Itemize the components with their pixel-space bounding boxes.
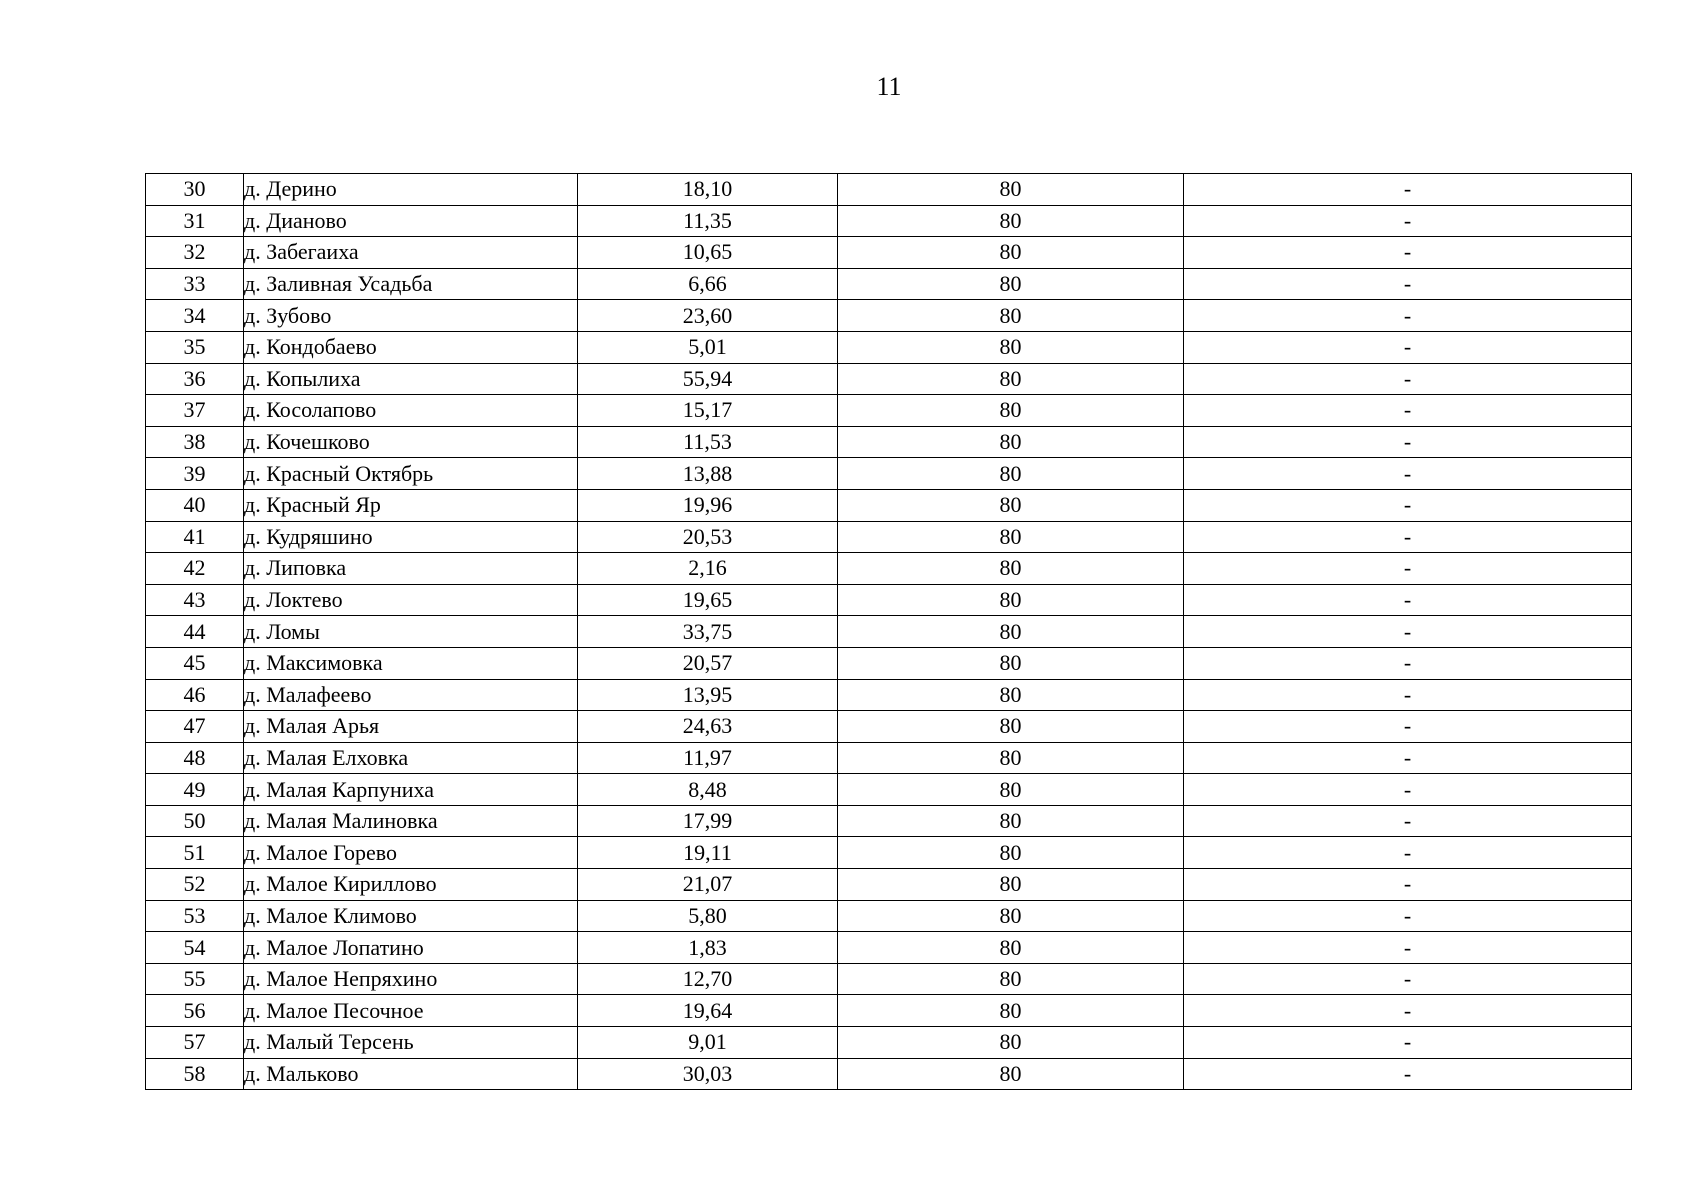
- row-number-cell: 34: [146, 300, 244, 332]
- settlement-name-cell: д. Малая Елховка: [244, 742, 578, 774]
- percent-value-cell: 80: [838, 363, 1184, 395]
- percent-value-cell: 80: [838, 995, 1184, 1027]
- percent-value-cell: 80: [838, 395, 1184, 427]
- table-row: [146, 426, 1632, 458]
- settlement-name-cell: д. Дианово: [244, 205, 578, 237]
- area-value-cell: 17,99: [578, 805, 838, 837]
- table-row: [146, 837, 1632, 869]
- note-cell: -: [1184, 205, 1632, 237]
- table-row: [146, 805, 1632, 837]
- table-row: [146, 458, 1632, 490]
- note-cell: -: [1184, 426, 1632, 458]
- settlement-name-cell: д. Косолапово: [244, 395, 578, 427]
- row-number-cell: 49: [146, 774, 244, 806]
- row-number-cell: 31: [146, 205, 244, 237]
- note-cell: -: [1184, 616, 1632, 648]
- percent-value-cell: 80: [838, 331, 1184, 363]
- percent-value-cell: 80: [838, 489, 1184, 521]
- note-cell: -: [1184, 932, 1632, 964]
- percent-value-cell: 80: [838, 616, 1184, 648]
- percent-value-cell: 80: [838, 869, 1184, 901]
- area-value-cell: 13,95: [578, 679, 838, 711]
- settlement-name-cell: д. Малое Горево: [244, 837, 578, 869]
- note-cell: -: [1184, 963, 1632, 995]
- note-cell: -: [1184, 869, 1632, 901]
- area-value-cell: 12,70: [578, 963, 838, 995]
- area-value-cell: 30,03: [578, 1058, 838, 1090]
- area-value-cell: 1,83: [578, 932, 838, 964]
- settlement-name-cell: д. Заливная Усадьба: [244, 268, 578, 300]
- row-number-cell: 51: [146, 837, 244, 869]
- row-number-cell: 45: [146, 647, 244, 679]
- settlement-name-cell: д. Липовка: [244, 553, 578, 585]
- row-number-cell: 50: [146, 805, 244, 837]
- percent-value-cell: 80: [838, 742, 1184, 774]
- settlement-name-cell: д. Малое Кириллово: [244, 869, 578, 901]
- table-row: [146, 774, 1632, 806]
- percent-value-cell: 80: [838, 1058, 1184, 1090]
- percent-value-cell: 80: [838, 679, 1184, 711]
- note-cell: -: [1184, 679, 1632, 711]
- percent-value-cell: 80: [838, 774, 1184, 806]
- settlement-name-cell: д. Малое Климово: [244, 900, 578, 932]
- row-number-cell: 48: [146, 742, 244, 774]
- area-value-cell: 9,01: [578, 1027, 838, 1059]
- row-number-cell: 32: [146, 237, 244, 269]
- percent-value-cell: 80: [838, 300, 1184, 332]
- row-number-cell: 33: [146, 268, 244, 300]
- table-row: [146, 900, 1632, 932]
- row-number-cell: 39: [146, 458, 244, 490]
- row-number-cell: 58: [146, 1058, 244, 1090]
- area-value-cell: 23,60: [578, 300, 838, 332]
- note-cell: -: [1184, 331, 1632, 363]
- area-value-cell: 18,10: [578, 174, 838, 206]
- note-cell: -: [1184, 237, 1632, 269]
- page-number: 11: [876, 72, 902, 101]
- row-number-cell: 30: [146, 174, 244, 206]
- note-cell: -: [1184, 900, 1632, 932]
- percent-value-cell: 80: [838, 805, 1184, 837]
- settlement-name-cell: д. Малафеево: [244, 679, 578, 711]
- area-value-cell: 5,01: [578, 331, 838, 363]
- area-value-cell: 15,17: [578, 395, 838, 427]
- settlement-name-cell: д. Зубово: [244, 300, 578, 332]
- settlement-name-cell: д. Малое Непряхино: [244, 963, 578, 995]
- area-value-cell: 6,66: [578, 268, 838, 300]
- table-row: [146, 268, 1632, 300]
- percent-value-cell: 80: [838, 458, 1184, 490]
- area-value-cell: 11,53: [578, 426, 838, 458]
- row-number-cell: 54: [146, 932, 244, 964]
- table-row: [146, 363, 1632, 395]
- note-cell: -: [1184, 995, 1632, 1027]
- settlement-name-cell: д. Локтево: [244, 584, 578, 616]
- percent-value-cell: 80: [838, 584, 1184, 616]
- row-number-cell: 40: [146, 489, 244, 521]
- table-row: [146, 331, 1632, 363]
- area-value-cell: 24,63: [578, 711, 838, 743]
- area-value-cell: 5,80: [578, 900, 838, 932]
- area-value-cell: 8,48: [578, 774, 838, 806]
- settlement-name-cell: д. Забегаиха: [244, 237, 578, 269]
- table-row: [146, 742, 1632, 774]
- row-number-cell: 37: [146, 395, 244, 427]
- row-number-cell: 46: [146, 679, 244, 711]
- settlement-name-cell: д. Малая Малиновка: [244, 805, 578, 837]
- note-cell: -: [1184, 268, 1632, 300]
- area-value-cell: 33,75: [578, 616, 838, 648]
- area-value-cell: 19,65: [578, 584, 838, 616]
- settlement-name-cell: д. Мальково: [244, 1058, 578, 1090]
- row-number-cell: 44: [146, 616, 244, 648]
- settlement-name-cell: д. Кондобаево: [244, 331, 578, 363]
- table-row: [146, 932, 1632, 964]
- note-cell: -: [1184, 805, 1632, 837]
- percent-value-cell: 80: [838, 647, 1184, 679]
- note-cell: -: [1184, 837, 1632, 869]
- settlement-name-cell: д. Красный Октябрь: [244, 458, 578, 490]
- settlement-name-cell: д. Малое Песочное: [244, 995, 578, 1027]
- row-number-cell: 57: [146, 1027, 244, 1059]
- note-cell: -: [1184, 300, 1632, 332]
- table-row: [146, 584, 1632, 616]
- note-cell: -: [1184, 553, 1632, 585]
- area-value-cell: 13,88: [578, 458, 838, 490]
- table-row: [146, 616, 1632, 648]
- table-row: [146, 647, 1632, 679]
- table-row: [146, 1058, 1632, 1090]
- percent-value-cell: 80: [838, 426, 1184, 458]
- note-cell: -: [1184, 742, 1632, 774]
- settlement-name-cell: д. Малая Арья: [244, 711, 578, 743]
- area-value-cell: 21,07: [578, 869, 838, 901]
- area-value-cell: 19,11: [578, 837, 838, 869]
- area-value-cell: 19,96: [578, 489, 838, 521]
- table-row: [146, 1027, 1632, 1059]
- percent-value-cell: 80: [838, 900, 1184, 932]
- row-number-cell: 55: [146, 963, 244, 995]
- settlement-name-cell: д. Кудряшино: [244, 521, 578, 553]
- table-row: [146, 205, 1632, 237]
- table-row: [146, 395, 1632, 427]
- area-value-cell: 11,97: [578, 742, 838, 774]
- row-number-cell: 35: [146, 331, 244, 363]
- table-row: [146, 489, 1632, 521]
- note-cell: -: [1184, 774, 1632, 806]
- note-cell: -: [1184, 489, 1632, 521]
- table-row: [146, 711, 1632, 743]
- table-row: [146, 300, 1632, 332]
- note-cell: -: [1184, 174, 1632, 206]
- percent-value-cell: 80: [838, 553, 1184, 585]
- percent-value-cell: 80: [838, 932, 1184, 964]
- settlement-name-cell: д. Ломы: [244, 616, 578, 648]
- row-number-cell: 43: [146, 584, 244, 616]
- row-number-cell: 53: [146, 900, 244, 932]
- settlement-name-cell: д. Максимовка: [244, 647, 578, 679]
- percent-value-cell: 80: [838, 711, 1184, 743]
- row-number-cell: 56: [146, 995, 244, 1027]
- area-value-cell: 19,64: [578, 995, 838, 1027]
- settlement-name-cell: д. Малое Лопатино: [244, 932, 578, 964]
- percent-value-cell: 80: [838, 837, 1184, 869]
- table-row: [146, 869, 1632, 901]
- note-cell: -: [1184, 1058, 1632, 1090]
- settlement-name-cell: д. Красный Яр: [244, 489, 578, 521]
- settlement-name-cell: д. Копылиха: [244, 363, 578, 395]
- note-cell: -: [1184, 521, 1632, 553]
- settlement-name-cell: д. Дерино: [244, 174, 578, 206]
- table-row: [146, 995, 1632, 1027]
- note-cell: -: [1184, 458, 1632, 490]
- table-row: [146, 553, 1632, 585]
- note-cell: -: [1184, 647, 1632, 679]
- row-number-cell: 41: [146, 521, 244, 553]
- row-number-cell: 52: [146, 869, 244, 901]
- percent-value-cell: 80: [838, 521, 1184, 553]
- row-number-cell: 38: [146, 426, 244, 458]
- area-value-cell: 10,65: [578, 237, 838, 269]
- table-row: [146, 963, 1632, 995]
- percent-value-cell: 80: [838, 1027, 1184, 1059]
- table-body: [146, 174, 1632, 1090]
- area-value-cell: 20,53: [578, 521, 838, 553]
- note-cell: -: [1184, 584, 1632, 616]
- table-row: [146, 237, 1632, 269]
- settlements-table: [145, 173, 1632, 1090]
- table-row: [146, 521, 1632, 553]
- note-cell: -: [1184, 1027, 1632, 1059]
- table-row: [146, 679, 1632, 711]
- table-row: [146, 174, 1632, 206]
- settlement-name-cell: д. Кочешково: [244, 426, 578, 458]
- row-number-cell: 42: [146, 553, 244, 585]
- settlement-name-cell: д. Малая Карпуниха: [244, 774, 578, 806]
- percent-value-cell: 80: [838, 205, 1184, 237]
- percent-value-cell: 80: [838, 268, 1184, 300]
- area-value-cell: 2,16: [578, 553, 838, 585]
- row-number-cell: 47: [146, 711, 244, 743]
- note-cell: -: [1184, 711, 1632, 743]
- note-cell: -: [1184, 363, 1632, 395]
- row-number-cell: 36: [146, 363, 244, 395]
- note-cell: -: [1184, 395, 1632, 427]
- settlement-name-cell: д. Малый Терсень: [244, 1027, 578, 1059]
- area-value-cell: 55,94: [578, 363, 838, 395]
- area-value-cell: 11,35: [578, 205, 838, 237]
- percent-value-cell: 80: [838, 237, 1184, 269]
- area-value-cell: 20,57: [578, 647, 838, 679]
- percent-value-cell: 80: [838, 174, 1184, 206]
- percent-value-cell: 80: [838, 963, 1184, 995]
